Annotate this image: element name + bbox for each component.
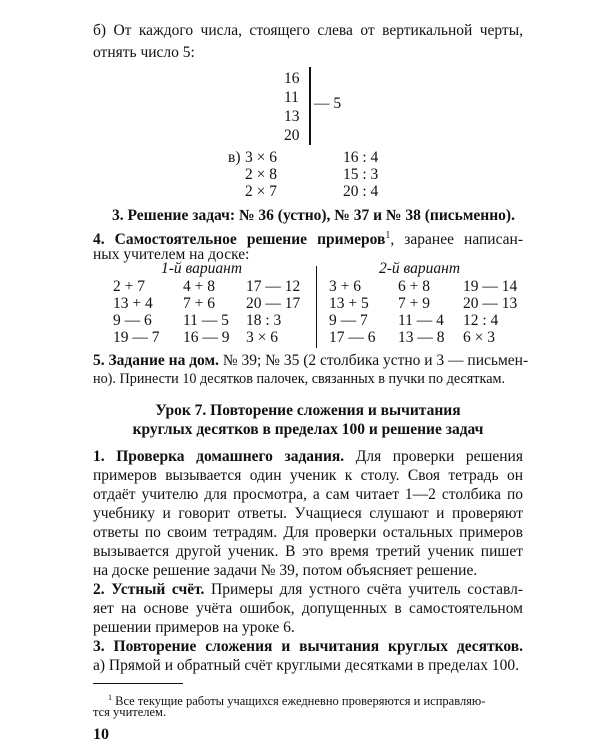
v2-expr: 9 — 7 (329, 312, 368, 329)
section-1-heading: 1. Проверка домашнего задания. (93, 448, 345, 465)
part-v-expr: 15 : 3 (343, 166, 379, 183)
intro-line-1: б) От каждого числа, стоящего слева от вертикальной черты, (93, 22, 523, 39)
list-number: 13 (284, 108, 300, 125)
footnote-line-2: тся учителем. (93, 705, 167, 719)
list-number: 16 (284, 70, 300, 87)
item-3-text: 3. Решение задач: № 36 (устно), № 37 и № 38 (письменно). (112, 207, 515, 224)
part-v-expr: 2 × 8 (245, 166, 277, 183)
section-2-line-1 (93, 581, 523, 599)
v2-expr: 6 + 8 (398, 278, 430, 295)
section-1-line: учебнику и говорит ответы. Учащиеся слушают и проверяют (93, 505, 523, 522)
item-3 (112, 207, 515, 225)
v1-expr: 4 + 8 (183, 278, 215, 295)
section-1-line: примеров вызывается один ученик к столу. Своя тетрадь он (93, 467, 523, 484)
item-4-heading: 4. Самостоятельное решение примеров (93, 231, 386, 249)
section-3-line-1 (93, 638, 523, 656)
v2-expr: 17 — 6 (329, 329, 376, 346)
section-2-line: яет на основе учёта ошибок, допущенных в самостоятельном (93, 600, 523, 617)
footnote-ref: 1 (385, 230, 391, 241)
v2-expr: 3 + 6 (329, 278, 361, 295)
variant-divider (316, 266, 317, 348)
v2-expr: 13 — 8 (398, 329, 445, 346)
v1-expr: 7 + 6 (183, 295, 215, 312)
lesson-title-line-2: круглых десятков в пределах 100 и решение задач (132, 421, 484, 438)
footnote-mark: 1 (108, 693, 112, 702)
section-2-heading: 2. Устный счёт. (93, 581, 205, 598)
v1-expr: 13 + 4 (113, 295, 153, 312)
v2-expr: 6 × 3 (463, 329, 495, 346)
lesson-title-line-1: Урок 7. Повторение сложения и вычитания (155, 402, 461, 419)
part-v-expr: 2 × 7 (245, 183, 277, 200)
item-5-line-1 (93, 352, 529, 370)
list-number: 11 (284, 89, 299, 106)
v2-expr: 13 + 5 (329, 295, 369, 312)
variant-2-title: 2-й вариант (379, 260, 461, 277)
v1-expr: 16 — 9 (183, 329, 230, 346)
intro-line-2: отнять число 5: (93, 44, 195, 61)
item-5-heading: 5. Задание на дом. (93, 352, 219, 369)
section-1-line: ответы по своим тетрадям. Для проверки остальных примеров (93, 524, 523, 541)
list-operation: — 5 (314, 95, 342, 112)
v2-expr: 7 + 9 (398, 295, 430, 312)
section-1-line: на доске решение задачи № 39, потом объясняет решение. (93, 562, 478, 579)
v1-expr: 18 : 3 (246, 312, 282, 329)
section-1-text: Для проверки решения (344, 448, 523, 465)
variant-1-title: 1-й вариант (161, 260, 243, 277)
part-v-expr: 3 × 6 (245, 149, 277, 166)
v2-expr: 20 — 13 (463, 295, 518, 312)
footnote-text: Все текущие работы учащихся ежедневно проверяются и исправляю- (112, 694, 486, 709)
item-5-line-2: но). Принести 10 десятков палочек, связанных в пучки по десяткам. (93, 371, 506, 387)
item-5-rest: № 39; № 35 (2 столбика устно и 3 — письмен- (218, 352, 529, 369)
page-number: 10 (93, 726, 109, 743)
part-v-expr: 20 : 4 (343, 183, 379, 200)
section-2-text: Примеры для устного счёта учитель составл- (204, 581, 523, 598)
v1-expr: 11 — 5 (183, 312, 229, 329)
v1-expr: 17 — 12 (246, 278, 301, 295)
part-v-label: в) (228, 149, 241, 166)
footnote-rule (93, 683, 183, 684)
v2-expr: 19 — 14 (463, 278, 518, 295)
section-1-line: отдаёт учителю для просмотра, а сам читает 1—2 столбика по (93, 486, 523, 503)
vertical-bar (309, 67, 311, 145)
v2-expr: 11 — 4 (398, 312, 444, 329)
v1-expr: 19 — 7 (113, 329, 160, 346)
part-v-expr: 16 : 4 (343, 149, 379, 166)
v1-expr: 2 + 7 (113, 278, 145, 295)
section-2-line: решении примеров на уроке 6. (93, 619, 295, 636)
v1-expr: 20 — 17 (246, 295, 301, 312)
v1-expr: 9 — 6 (113, 312, 152, 329)
section-1-line: вызывается другой ученик. В это время третий ученик пишет (93, 543, 523, 560)
section-3-line-a: а) Прямой и обратный счёт круглыми десятками в пределах 100. (93, 657, 519, 674)
v2-expr: 12 : 4 (463, 312, 499, 329)
section-1-line-1 (93, 448, 523, 466)
v1-expr: 3 × 6 (246, 329, 278, 346)
section-3-heading: 3. Повторение сложения и вычитания круглых десятков. (93, 638, 523, 655)
list-number: 20 (284, 127, 300, 144)
item-4-rest: , заранее написан- (390, 231, 523, 249)
item-4-line-2: ных учителем на доске: (93, 246, 250, 263)
